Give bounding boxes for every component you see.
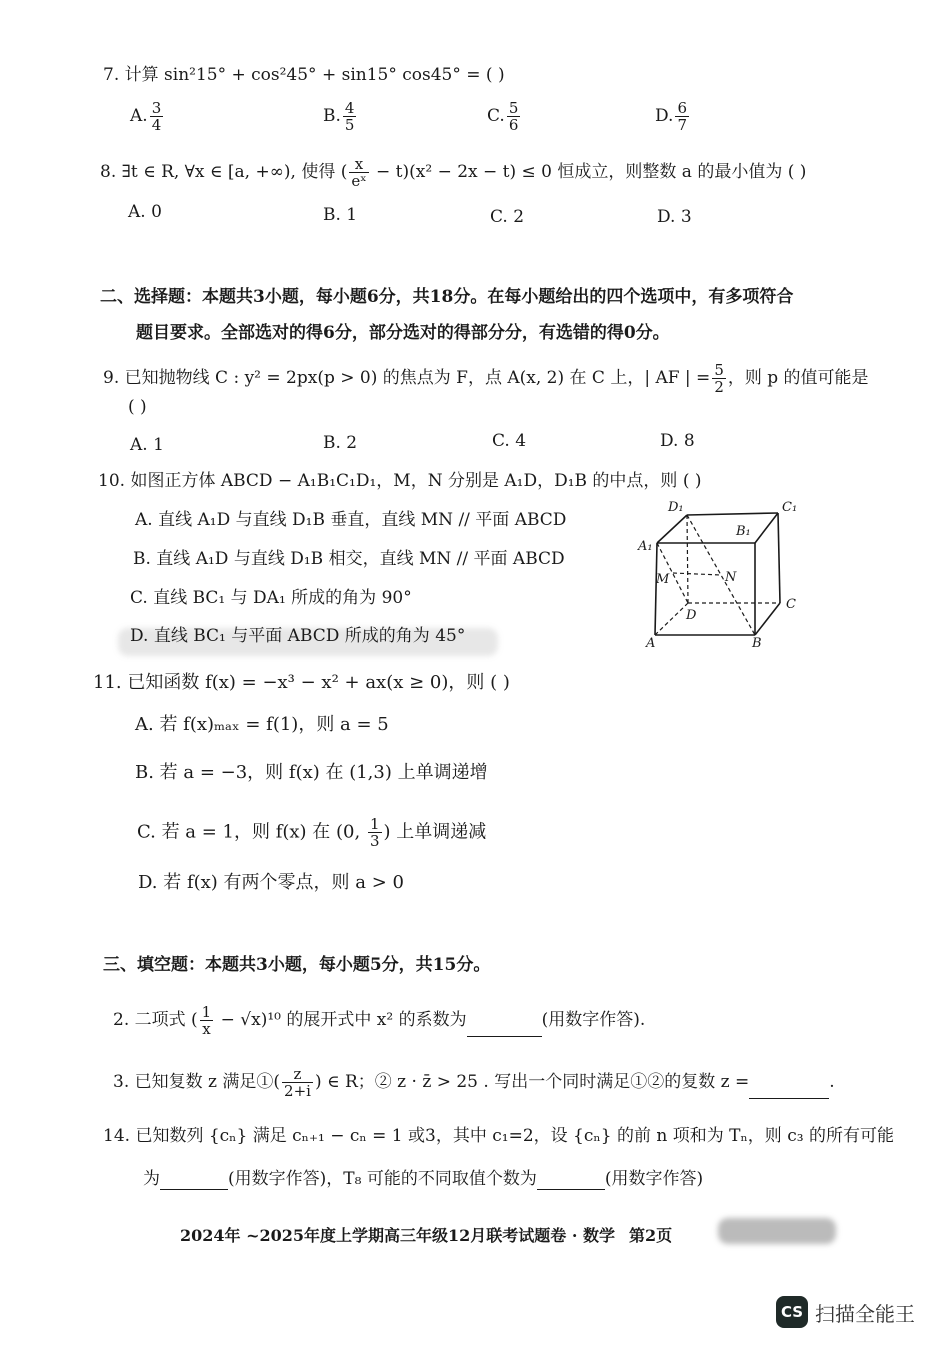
q9-option-c: C. 4	[492, 431, 527, 451]
q8-option-d: D. 3	[657, 207, 692, 227]
q9-option-a: A. 1	[130, 435, 164, 455]
q11-option-c: C. 若 a = 1，则 f(x) 在 (0, $\frac{1}{3}$ ) 上单调递减	[137, 815, 487, 850]
q11-option-a: A. 若 f(x)ₘₐₓ = f(1)，则 a = 5	[135, 714, 389, 735]
q12-answer-blank	[467, 1018, 542, 1037]
q11-option-b: B. 若 a = −3，则 f(x) 在 (1,3) 上单调递增	[135, 762, 488, 783]
label-a1: A₁	[638, 539, 653, 554]
q13-stem: 3. 已知复数 z 满足①( $\frac{z}{2+i}$ ) ∈ R；② z · z̄ > 25 . 写出一个同时满足①②的复数 z = .	[113, 1065, 835, 1100]
q8-option-b: B. 1	[323, 205, 358, 225]
footer-smudge	[718, 1218, 836, 1244]
label-a: A	[646, 636, 656, 651]
q10-option-d: D. 直线 BC₁ 与平面 ABCD 所成的角为 45°	[130, 626, 466, 646]
label-c: C	[786, 597, 796, 612]
q7-stem: 7. 计算 sin²15° + cos²45° + sin15° cos45° = ( )	[103, 65, 505, 85]
camscanner-logo-icon: CS	[776, 1296, 808, 1328]
q9-stem-paren: ( )	[128, 397, 147, 417]
label-b1: B₁	[736, 524, 751, 539]
q11-stem: 11. 已知函数 f(x) = −x³ − x² + ax(x ≥ 0)，则 ( )	[93, 672, 510, 693]
q8-option-a: A. 0	[128, 202, 162, 222]
q9-stem: 9. 已知抛物线 C : y² = 2px(p > 0) 的焦点为 F，点 A(x, 2) 在 C 上，| AF | = $\frac{5}{2}$ ，则 p 的值可能是	[103, 361, 869, 396]
section-2-title-cont: 题目要求。全部选对的得6分，部分选对的得部分分，有选错的得0分。	[136, 323, 670, 343]
q10-option-b: B. 直线 A₁D 与直线 D₁B 相交，直线 MN // 平面 ABCD	[133, 549, 565, 569]
q14-answer-blank-2	[537, 1171, 605, 1190]
page-footer: 2024年 ~2025年度上学期高三年级12月联考试题卷 · 数学 第2页	[180, 1226, 673, 1245]
camscanner-brand: 扫描全能王	[815, 1302, 915, 1326]
q10-option-c: C. 直线 BC₁ 与 DA₁ 所成的角为 90°	[130, 588, 412, 608]
q7-option-b: B. $\frac{4}{5}$	[323, 99, 355, 134]
label-d1: D₁	[668, 500, 684, 515]
section-2-title: 二、选择题：本题共3小题，每小题6分，共18分。在每小题给出的四个选项中，有多项符合	[100, 287, 794, 307]
q7-option-a: A. $\frac{3}{4}$	[130, 99, 162, 134]
label-c1: C₁	[782, 500, 798, 515]
label-m: M	[656, 572, 670, 587]
label-b: B	[752, 636, 762, 651]
q7-option-d: D. $\frac{6}{7}$	[655, 99, 687, 134]
label-d: D	[686, 608, 697, 623]
q13-answer-blank	[749, 1080, 829, 1099]
q8-option-c: C. 2	[490, 207, 525, 227]
label-n: N	[725, 570, 737, 585]
section-3-title: 三、填空题：本题共3小题，每小题5分，共15分。	[103, 955, 491, 975]
q9-option-d: D. 8	[660, 431, 695, 451]
q7-option-c: C. $\frac{5}{6}$	[487, 99, 519, 134]
q14-stem: 14. 已知数列 {cₙ} 满足 cₙ₊₁ − cₙ = 1 或3，其中 c₁=2，设 {cₙ} 的前 n 项和为 Tₙ，则 c₃ 的所有可能	[103, 1126, 894, 1146]
q10-option-a: A. 直线 A₁D 与直线 D₁B 垂直，直线 MN // 平面 ABCD	[135, 510, 567, 530]
q14-stem-cont: 为 (用数字作答)，T₈ 可能的不同取值个数为 (用数字作答)	[143, 1169, 704, 1189]
cube-figure	[630, 495, 810, 655]
q14-answer-blank-1	[160, 1171, 228, 1190]
q8-stem: 8. ∃t ∈ R, ∀x ∈ [a, +∞), 使得 ( $\frac{x}{\text{eˣ}}$ − t)(x² − 2x − t) ≤ 0 恒成立，则整数 a 的最小值为 ( )	[100, 155, 807, 190]
q11-option-d: D. 若 f(x) 有两个零点，则 a > 0	[138, 872, 404, 893]
q10-stem: 10. 如图正方体 ABCD − A₁B₁C₁D₁，M，N 分别是 A₁D，D₁B 的中点，则 ( )	[98, 471, 702, 491]
q9-option-b: B. 2	[323, 433, 358, 453]
q12-stem: 2. 二项式 ( $\frac{1}{x}$ − √x)¹⁰ 的展开式中 x² 的系数为 (用数字作答).	[113, 1003, 646, 1038]
